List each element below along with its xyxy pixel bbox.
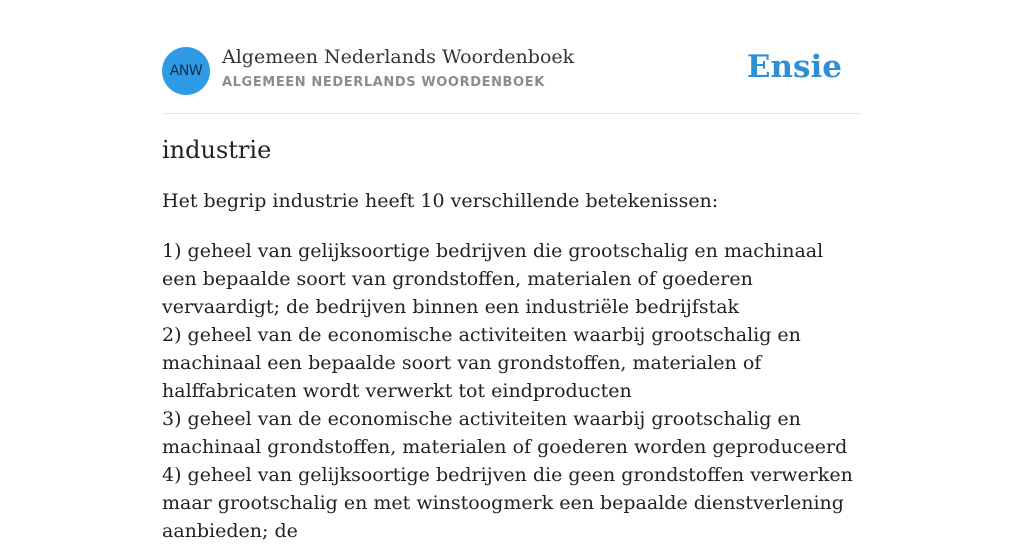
anw-logo[interactable] — [162, 47, 210, 95]
site-header — [162, 0, 862, 114]
definition-item: 4) geheel van gelijksoortige bedrijven die geen grondstoffen verwerken maar grootschalig en met winstoogmerk een bepaalde dienstverlening aanbieden; de — [162, 464, 853, 542]
content-container — [162, 0, 862, 542]
definition-item: 2) geheel van de economische activiteiten waarbij grootschalig en machinaal een bepaalde soort van grondstoffen, materialen of halffabricaten wordt verwerkt tot eindproducten — [162, 324, 801, 402]
ensie-brand-link[interactable]: Ensie — [746, 49, 842, 85]
site-subtitle: ALGEMEEN NEDERLANDS WOORDENBOEK — [222, 75, 545, 90]
definitions-list — [162, 237, 862, 545]
anw-logo-text: ANW — [169, 63, 203, 79]
page-title: industrie — [162, 136, 272, 164]
intro-text: Het begrip industrie heeft 10 verschillende betekenissen: — [162, 190, 719, 212]
site-title[interactable]: Algemeen Nederlands Woordenboek — [222, 46, 575, 68]
definition-item: 1) geheel van gelijksoortige bedrijven die grootschalig en machinaal een bepaalde soort van grondstoffen, materialen of goederen vervaardigt; de bedrijven binnen een industriële bedrijfstak — [162, 240, 824, 318]
definition-item: 3) geheel van de economische activiteiten waarbij grootschalig en machinaal grondstoffen, materialen of goederen worden geproduceerd — [162, 408, 848, 458]
